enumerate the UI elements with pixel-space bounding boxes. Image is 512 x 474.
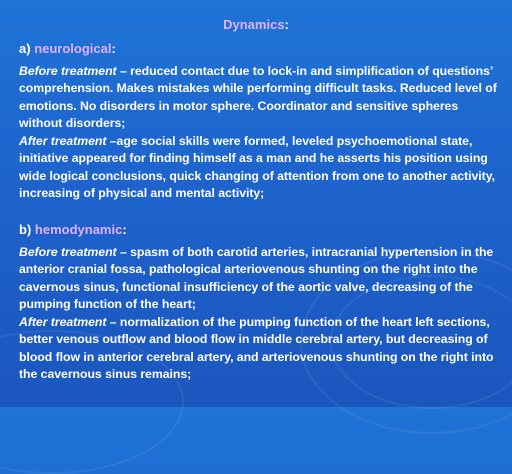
title-colon: : bbox=[284, 17, 289, 32]
section-heading-neurological bbox=[19, 40, 116, 57]
section-prefix: b) bbox=[19, 222, 32, 237]
paragraph-before-treatment-hemodynamic bbox=[19, 244, 497, 313]
paragraph-after-treatment-neurological bbox=[19, 133, 497, 202]
slide-title bbox=[0, 16, 512, 33]
paragraph-text: – spasm of both carotid arteries, intracranial hypertension in the anterior cranial fossa, pathological arteriovenous shunting on the right into the cavernous sinus, functional insufficiency of the aortic valve, decreasing of the pumping function of the heart; bbox=[19, 245, 494, 311]
section-heading-hemodynamic bbox=[19, 221, 127, 238]
section-label: hemodynamic bbox=[34, 222, 123, 237]
paragraph-text: –age social skills were formed, leveled psychoemotional state, initiative appeared for finding himself as a man and he asserts his position using wide logical conclusions, quick changing of attention from one to another activity, increasing of physical and mental activity; bbox=[19, 134, 495, 200]
title-label: Dynamics bbox=[223, 17, 285, 32]
paragraph-text: – normalization of the pumping function of the heart left sections, better venous outflow and blood flow in middle cerebral artery, but decreasing of blood flow in anterior cerebral artery, and arteriovenous shunting on the right into the cavernous sinus remains; bbox=[19, 315, 494, 381]
paragraph-lead: Before treatment bbox=[19, 64, 117, 78]
paragraph-lead: After treatment bbox=[19, 315, 107, 329]
paragraph-lead: Before treatment bbox=[19, 245, 117, 259]
paragraph-after-treatment-hemodynamic bbox=[19, 314, 497, 383]
paragraph-lead: After treatment bbox=[19, 134, 107, 148]
section-prefix: a) bbox=[19, 41, 31, 56]
section-colon: : bbox=[122, 222, 127, 237]
paragraph-before-treatment-neurological bbox=[19, 63, 497, 132]
section-colon: : bbox=[111, 41, 116, 56]
paragraph-text: – reduced contact due to lock-in and simplification of questions’ comprehension. Makes mistakes while performing difficult tasks. Reduced level of emotions. No disorders in motor sphere. Coordinator and sensitive spheres without disorders; bbox=[19, 64, 497, 130]
section-label: neurological bbox=[34, 41, 112, 56]
